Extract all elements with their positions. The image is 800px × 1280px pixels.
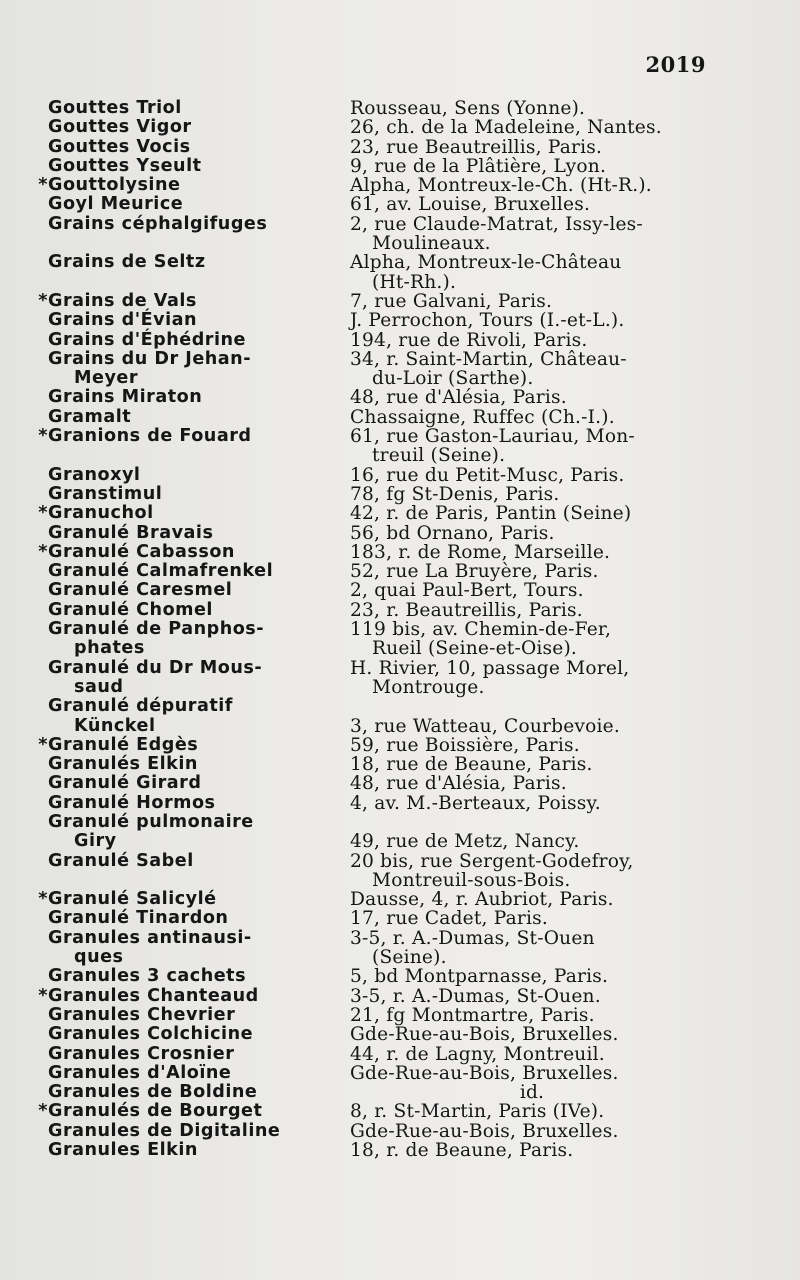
address [342, 524, 714, 543]
product-name [34, 466, 342, 485]
product-name-text: Granulé Edgès [48, 734, 199, 755]
product-name-text: Granstimul [48, 483, 163, 504]
product-name [34, 755, 342, 774]
directory-entry [34, 736, 714, 755]
product-name [34, 138, 342, 157]
product-name [34, 1083, 342, 1102]
address [342, 581, 714, 600]
address [342, 967, 714, 986]
asterisk-marker: * [38, 503, 48, 524]
address-line: 3-5, r. A.-Dumas, St-Ouen [350, 927, 595, 949]
address-line: id. [519, 1082, 545, 1104]
product-name-text: Granulé pulmonaire [48, 811, 254, 832]
address [342, 195, 714, 214]
address-line: 48, rue d'Alésia, Paris. [350, 387, 567, 409]
address [342, 504, 714, 523]
address-line: 2, quai Paul-Bert, Tours. [350, 580, 584, 602]
address-line: 18, r. de Beaune, Paris. [350, 1140, 574, 1162]
product-name [34, 99, 342, 118]
address [342, 890, 714, 909]
address [342, 118, 714, 137]
product-name [34, 852, 342, 871]
directory-entry [34, 1102, 714, 1121]
product-name-continuation: saud [74, 676, 124, 697]
directory-entry [34, 1025, 714, 1044]
address-line: 183, r. de Rome, Marseille. [350, 541, 611, 563]
directory-entry [34, 524, 714, 543]
product-name-text: Granulés Elkin [48, 754, 198, 775]
directory-entry [34, 562, 714, 581]
product-name [34, 620, 342, 659]
product-name-text: Granulé dépuratif [48, 696, 233, 717]
address [342, 331, 714, 350]
address-line: H. Rivier, 10, passage Morel, [350, 657, 630, 679]
address-line: 42, r. de Paris, Pantin (Seine) [350, 503, 632, 525]
directory-entry [34, 909, 714, 928]
product-name-text: Granules de Boldine [48, 1082, 258, 1103]
product-name [34, 504, 342, 523]
address-line: Chassaigne, Ruffec (Ch.-I.). [350, 406, 615, 428]
product-name [34, 909, 342, 928]
product-name-text: Goyl Meurice [48, 194, 184, 215]
product-name [34, 813, 342, 852]
asterisk-marker: * [38, 734, 48, 755]
directory-entry [34, 967, 714, 986]
product-name [34, 195, 342, 214]
directory-entry [34, 118, 714, 137]
product-name [34, 215, 342, 234]
product-name-continuation: Künckel [74, 715, 156, 736]
product-name [34, 1102, 342, 1121]
address [342, 1064, 714, 1083]
directory-entry [34, 543, 714, 562]
directory-entry [34, 697, 714, 736]
product-name [34, 1141, 342, 1160]
address-continuation: Rueil (Seine-et-Oise). [372, 638, 578, 660]
address-continuation: du-Loir (Sarthe). [372, 368, 534, 390]
product-name-text: Granules 3 cachets [48, 966, 247, 987]
address [342, 659, 714, 698]
directory-entry [34, 485, 714, 504]
address-continuation: (Ht-Rh.). [372, 271, 457, 293]
asterisk-marker: * [38, 426, 48, 447]
product-name [34, 485, 342, 504]
directory-entry [34, 852, 714, 891]
address [342, 485, 714, 504]
address-line: 34, r. Saint-Martin, Château- [350, 348, 627, 370]
directory-entry [34, 350, 714, 389]
address-line: 48, rue d'Alésia, Paris. [350, 773, 567, 795]
product-name-text: Gouttes Vocis [48, 136, 191, 157]
entry-list [34, 99, 714, 1160]
asterisk-marker: * [38, 290, 48, 311]
address-line: 21, fg Montmartre, Paris. [350, 1004, 595, 1026]
product-name-continuation: Giry [74, 831, 117, 852]
product-name [34, 408, 342, 427]
directory-entry [34, 929, 714, 968]
product-name-text: Granules Chevrier [48, 1004, 236, 1025]
product-name-text: Gramalt [48, 406, 132, 427]
product-name-text: Gouttolysine [48, 175, 181, 196]
address-continuation: treuil (Seine). [372, 445, 506, 467]
product-name [34, 331, 342, 350]
address-line: 4, av. M.-Berteaux, Poissy. [350, 792, 601, 814]
address [342, 388, 714, 407]
product-name-text: Grains céphalgifuges [48, 213, 268, 234]
directory-entry [34, 794, 714, 813]
product-name [34, 157, 342, 176]
address [342, 138, 714, 157]
product-name-text: Granulés de Bourget [48, 1101, 263, 1122]
address-line: Alpha, Montreux-le-Château [350, 252, 622, 274]
product-name [34, 890, 342, 909]
directory-entry [34, 292, 714, 311]
directory-entry [34, 427, 714, 466]
product-name [34, 659, 342, 698]
address [342, 157, 714, 176]
address [342, 929, 714, 968]
address-line: Rousseau, Sens (Yonne). [350, 98, 586, 119]
product-name [34, 1122, 342, 1141]
product-name [34, 794, 342, 813]
directory-entry [34, 659, 714, 698]
address [342, 99, 714, 118]
address-line: 59, rue Boissière, Paris. [350, 734, 580, 756]
address-line: 52, rue La Bruyère, Paris. [350, 561, 599, 583]
address [342, 466, 714, 485]
product-name-continuation: phates [74, 638, 145, 659]
directory-entry [34, 987, 714, 1006]
address-line: 56, bd Ornano, Paris. [350, 522, 555, 544]
product-name-text: Granulé Tinardon [48, 908, 229, 929]
address-line: 44, r. de Lagny, Montreuil. [350, 1043, 605, 1065]
product-name-text: Granules Crosnier [48, 1043, 235, 1064]
address-line: 78, fg St-Denis, Paris. [350, 483, 560, 505]
product-name-text: Granulé du Dr Mous- [48, 657, 263, 678]
product-name-text: Granules Chanteaud [48, 985, 259, 1006]
address-line: 8, r. St-Martin, Paris (IVe). [350, 1101, 605, 1123]
directory-entry [34, 1083, 714, 1102]
product-name [34, 311, 342, 330]
product-name [34, 774, 342, 793]
address [342, 408, 714, 427]
product-name [34, 581, 342, 600]
product-name [34, 967, 342, 986]
address-line: 23, rue Beautreillis, Paris. [350, 136, 603, 158]
product-name [34, 524, 342, 543]
directory-entry [34, 620, 714, 659]
address [342, 987, 714, 1006]
address-line: 18, rue de Beaune, Paris. [350, 754, 593, 776]
address-line: 5, bd Montparnasse, Paris. [350, 966, 609, 988]
asterisk-marker: * [38, 889, 48, 910]
address [342, 1083, 714, 1102]
directory-entry [34, 253, 714, 292]
product-name [34, 987, 342, 1006]
address-continuation: 49, rue de Metz, Nancy. [350, 831, 580, 853]
address [342, 794, 714, 813]
address-continuation: (Seine). [372, 947, 447, 969]
directory-entry [34, 331, 714, 350]
address-line: 7, rue Galvani, Paris. [350, 290, 553, 312]
product-name [34, 736, 342, 755]
address-line: Dausse, 4, r. Aubriot, Paris. [350, 889, 614, 911]
directory-entry [34, 774, 714, 793]
product-name-text: Granions de Fouard [48, 426, 252, 447]
address-line: 16, rue du Petit-Musc, Paris. [350, 464, 625, 486]
product-name [34, 1064, 342, 1083]
product-name-text: Grains d'Évian [48, 310, 198, 331]
page-number: 2019 [645, 52, 706, 77]
address-line: Gde-Rue-au-Bois, Bruxelles. [350, 1062, 619, 1084]
directory-entry [34, 408, 714, 427]
product-name [34, 292, 342, 311]
product-name-text: Granulé Chomel [48, 599, 213, 620]
address [342, 311, 714, 330]
product-name-text: Granulé Cabasson [48, 541, 235, 562]
address [342, 736, 714, 755]
product-name-text: Granulé Sabel [48, 850, 194, 871]
product-name-text: Granulé Bravais [48, 522, 214, 543]
product-name-text: Grains de Vals [48, 290, 197, 311]
address [342, 1141, 714, 1160]
directory-entry [34, 1006, 714, 1025]
directory-entry [34, 215, 714, 254]
product-name-text: Granules Elkin [48, 1140, 198, 1161]
directory-entry [34, 755, 714, 774]
address [342, 350, 714, 389]
directory-entry [34, 1064, 714, 1083]
product-name [34, 118, 342, 137]
asterisk-marker: * [38, 541, 48, 562]
product-name-text: Granules antinausi- [48, 927, 252, 948]
address [342, 1045, 714, 1064]
address [342, 601, 714, 620]
product-name [34, 1045, 342, 1064]
product-name-continuation: ques [74, 947, 124, 968]
address [342, 253, 714, 292]
address-line: Gde-Rue-au-Bois, Bruxelles. [350, 1024, 619, 1046]
address [342, 697, 714, 736]
address [342, 774, 714, 793]
asterisk-marker: * [38, 175, 48, 196]
address [342, 543, 714, 562]
product-name-text: Granules de Digitaline [48, 1120, 281, 1141]
product-name-continuation: Meyer [74, 368, 139, 389]
asterisk-marker: * [38, 1101, 48, 1122]
address-line: 2, rue Claude-Matrat, Issy-les- [350, 213, 643, 235]
address [342, 1006, 714, 1025]
product-name-text: Granules Colchicine [48, 1024, 254, 1045]
directory-entry [34, 311, 714, 330]
address-line: 61, av. Louise, Bruxelles. [350, 194, 591, 216]
product-name-text: Granules d'Aloïne [48, 1062, 232, 1083]
directory-entry [34, 466, 714, 485]
product-name-text: Granulé Salicylé [48, 889, 217, 910]
address [342, 427, 714, 466]
directory-entry [34, 890, 714, 909]
product-name-text: Grains Miraton [48, 387, 203, 408]
directory-entry [34, 195, 714, 214]
directory-entry [34, 504, 714, 523]
address-line: 3-5, r. A.-Dumas, St-Ouen. [350, 985, 601, 1007]
product-name-text: Granulé Hormos [48, 792, 216, 813]
directory-entry [34, 176, 714, 195]
address [342, 562, 714, 581]
product-name-text: Gouttes Yseult [48, 155, 202, 176]
address [342, 620, 714, 659]
directory-entry [34, 1045, 714, 1064]
product-name [34, 562, 342, 581]
address-line: 20 bis, rue Sergent-Godefroy, [350, 850, 634, 872]
product-name [34, 350, 342, 389]
address-line: 23, r. Beautreillis, Paris. [350, 599, 583, 621]
product-name [34, 697, 342, 736]
address-continuation: 3, rue Watteau, Courbevoie. [350, 715, 620, 737]
directory-entry [34, 388, 714, 407]
address-line: 194, rue de Rivoli, Paris. [350, 329, 588, 351]
address [342, 1025, 714, 1044]
asterisk-marker: * [38, 985, 48, 1006]
address [342, 909, 714, 928]
directory-entry [34, 813, 714, 852]
product-name-text: Granuchol [48, 503, 154, 524]
product-name [34, 388, 342, 407]
product-name-text: Grains de Seltz [48, 252, 206, 273]
product-name [34, 176, 342, 195]
directory-entry [34, 581, 714, 600]
product-name [34, 929, 342, 968]
directory-entry [34, 157, 714, 176]
address-line: J. Perrochon, Tours (I.-et-L.). [350, 310, 625, 332]
product-name-text: Granulé Caresmel [48, 580, 233, 601]
product-name [34, 543, 342, 562]
address-continuation: Montreuil-sous-Bois. [372, 869, 571, 891]
address [342, 292, 714, 311]
product-name-text: Gouttes Vigor [48, 117, 192, 138]
address-line: 61, rue Gaston-Lauriau, Mon- [350, 426, 635, 448]
address-line: 26, ch. de la Madeleine, Nantes. [350, 117, 662, 139]
address-continuation: Montrouge. [372, 676, 485, 698]
directory-entry [34, 1122, 714, 1141]
address-continuation: Moulineaux. [372, 233, 491, 255]
product-name-text: Granulé Calmafrenkel [48, 561, 274, 582]
address [342, 1102, 714, 1121]
product-name-text: Granulé de Panphos- [48, 619, 265, 640]
product-name-text: Granoxyl [48, 464, 141, 485]
address [342, 215, 714, 254]
product-name [34, 1025, 342, 1044]
directory-entry [34, 138, 714, 157]
product-name-text: Grains d'Éphédrine [48, 329, 246, 350]
directory-entry [34, 601, 714, 620]
address [342, 176, 714, 195]
address [342, 813, 714, 852]
address [342, 755, 714, 774]
address [342, 1122, 714, 1141]
directory-entry [34, 99, 714, 118]
product-name-text: Gouttes Triol [48, 98, 182, 118]
directory-entry [34, 1141, 714, 1160]
product-name [34, 253, 342, 272]
address-line: 119 bis, av. Chemin-de-Fer, [350, 619, 612, 641]
product-name-text: Granulé Girard [48, 773, 202, 794]
product-name [34, 601, 342, 620]
address-line: 17, rue Cadet, Paris. [350, 908, 549, 930]
address-line: 9, rue de la Plâtière, Lyon. [350, 155, 607, 177]
product-name [34, 427, 342, 446]
address-line: Alpha, Montreux-le-Ch. (Ht-R.). [350, 175, 652, 197]
address-line: Gde-Rue-au-Bois, Bruxelles. [350, 1120, 619, 1142]
product-name [34, 1006, 342, 1025]
address [342, 852, 714, 891]
product-name-text: Grains du Dr Jehan- [48, 348, 251, 369]
